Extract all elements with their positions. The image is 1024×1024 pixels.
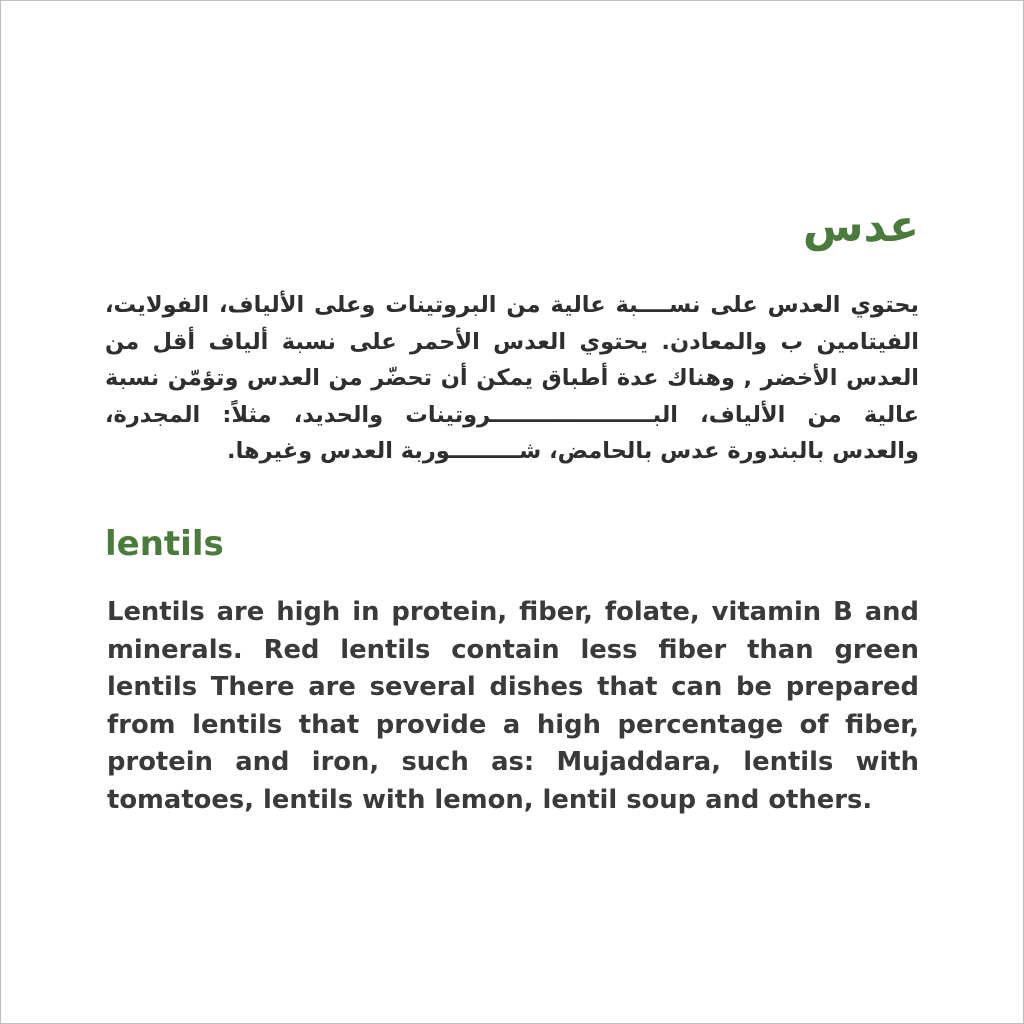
english-title: lentils [105, 524, 224, 564]
arabic-paragraph: يحتوي العدس على نســــبة عالية من البروتينات وعلى الألياف، الفولايت، الفيتامين ب والمعادن. يحتوي العدس الأحمر على نسبة ألياف أقل من العدس الأخضر , وهناك عدة أطباق يمكن أن تحضّر من العدس وتؤمّن نسبة عالية من الألياف، البـــــــــــــــــــــروتينات والحديد، مثلاً: المجدرة، والعدس بالبندورة عدس بالحامض، شـــــــــوربة العدس وغيرها. [105, 292, 919, 464]
english-paragraph: Lentils are high in protein, fiber, folate, vitamin B and minerals. Red lentils contain less fiber than green lentils There are several dishes that can be prepared from lentils that provide a high percentage of fiber, protein and iron, such as: Mujaddara, lentils with tomatoes, lentils with lemon, lentil soup and others. [107, 597, 919, 815]
arabic-title: عدس [802, 201, 919, 252]
